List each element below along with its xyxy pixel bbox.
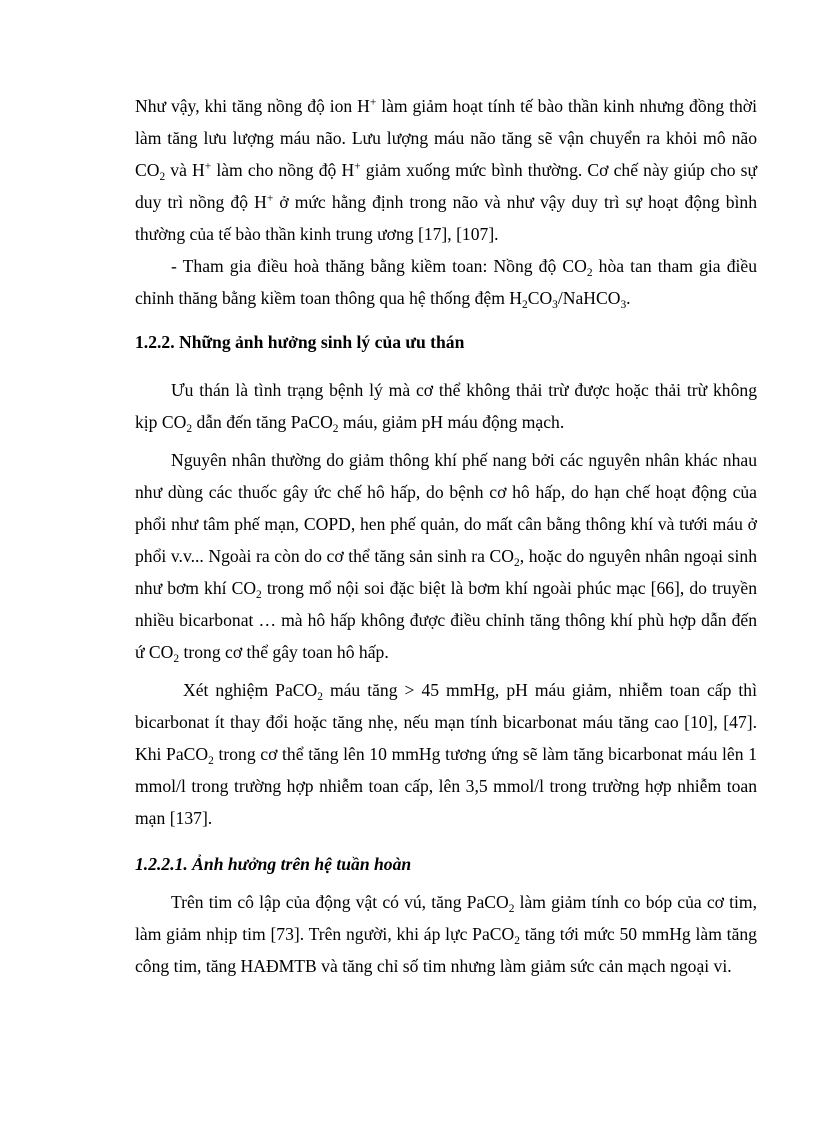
text-run: trong cơ thể gây toan hô hấp. bbox=[179, 642, 389, 662]
text-run: hòa tan tham gia điều chỉnh thăng bằng kiềm toan thông qua hệ thống đệm H bbox=[135, 256, 757, 308]
text-run: tăng tới mức 50 mmHg làm tăng công tim, tăng HAĐMTB và tăng chỉ số tim nhưng làm giảm sức cản mạch ngoại vi. bbox=[135, 924, 757, 976]
document-page bbox=[135, 90, 757, 982]
paragraph-hypercapnia-definition bbox=[135, 374, 757, 438]
text-run: - Tham gia điều hoà thăng bằng kiềm toan: Nồng độ CO bbox=[171, 256, 587, 276]
subscript: 2 bbox=[513, 557, 520, 569]
superscript: + bbox=[266, 192, 274, 205]
text-run: máu tăng > 45 mmHg, pH máu giảm, nhiễm toan cấp thì bicarbonat ít thay đổi hoặc tăng nhẹ, nếu mạn tính bicarbonat máu tăng cao [10], [47]. Khi PaCO bbox=[135, 680, 757, 764]
text-run: giảm xuống mức bình thường. Cơ chế này giúp cho sự duy trì nồng độ H bbox=[135, 160, 758, 212]
text-run: dẫn đến tăng PaCO bbox=[192, 412, 333, 432]
subscript: 2 bbox=[332, 423, 339, 435]
subscript: 3 bbox=[620, 299, 627, 311]
subscript: 2 bbox=[256, 589, 262, 601]
paragraph-causes bbox=[135, 444, 757, 668]
superscript: + bbox=[369, 96, 377, 109]
subscript: 2 bbox=[159, 171, 166, 183]
text-run: Nguyên nhân thường do giảm thông khí phế nang bởi các nguyên nhân khác nhau như dùng các thuốc gây ức chế hô hấp, do bệnh cơ hô hấp, do hạn chế hoạt động của phổi như tâm phế mạn, COPD, hen phế quản, do mất cân bằng thông khí và tưới máu ở phổi v.v... Ngoài ra còn do cơ thể tăng sản sinh ra CO bbox=[135, 450, 757, 566]
text-run: Xét nghiệm PaCO bbox=[183, 680, 318, 700]
subsection-heading: 1.2.2.1. Ảnh hưởng trên hệ tuần hoàn bbox=[135, 854, 412, 874]
text-run: /NaHCO bbox=[557, 288, 621, 308]
text-run: , hoặc do nguyên nhân ngoại sinh như bơm khí CO bbox=[135, 546, 757, 598]
text-run: trong cơ thể tăng lên 10 mmHg tương ứng sẽ làm tăng bicarbonat máu lên 1 mmol/l trong trường hợp nhiễm toan cấp, lên 3,5 mmol/l trong trường hợp nhiễm toan mạn [137]. bbox=[135, 744, 757, 828]
subscript: 2 bbox=[186, 423, 193, 435]
text-run: Như vậy, khi tăng nồng độ ion H bbox=[135, 96, 370, 116]
text-run: làm giảm hoạt tính tế bào thần kinh nhưng đồng thời làm tăng lưu lượng máu não. Lưu lượng máu não tăng sẽ vận chuyển ra khỏi mô não CO bbox=[135, 96, 757, 180]
subscript: 2 bbox=[173, 653, 180, 665]
text-run: và H bbox=[165, 160, 205, 180]
subscript: 2 bbox=[514, 935, 520, 947]
text-run: CO bbox=[527, 288, 553, 308]
superscript: + bbox=[204, 160, 212, 173]
text-run: trong mổ nội soi đặc biệt là bơm khí ngoài phúc mạc [66], do truyền nhiều bicarbonat … mà hô hấp không được điều chỉnh tăng thông khí phù hợp dẫn đến ứ CO bbox=[135, 578, 757, 662]
subscript: 2 bbox=[522, 299, 528, 311]
subscript: 2 bbox=[508, 903, 515, 915]
text-run: làm cho nồng độ H bbox=[211, 160, 355, 180]
paragraph-lab-tests bbox=[135, 674, 757, 834]
subscript: 2 bbox=[586, 267, 593, 279]
text-run: . bbox=[626, 288, 631, 308]
section-heading: 1.2.2. Những ảnh hưởng sinh lý của ưu thán bbox=[135, 332, 465, 352]
paragraph-circulatory-effects bbox=[135, 886, 757, 982]
subscript: 2 bbox=[317, 691, 323, 703]
text-run: làm giảm tính co bóp của cơ tim, làm giảm nhịp tim [73]. Trên người, khi áp lực PaCO bbox=[135, 892, 757, 944]
text-run: ở mức hằng định trong não và như vậy duy trì sự hoạt động bình thường của tế bào thần kinh trung ương [17], [107]. bbox=[135, 192, 758, 244]
paragraph-h-ion-effects bbox=[135, 90, 757, 250]
text-run: máu, giảm pH máu động mạch. bbox=[338, 412, 565, 432]
subscript: 2 bbox=[208, 755, 214, 767]
text-run: Trên tim cô lập của động vật có vú, tăng PaCO bbox=[171, 892, 509, 912]
text-run: Ưu thán là tình trạng bệnh lý mà cơ thể không thải trừ được hoặc thải trừ không kịp CO bbox=[135, 380, 757, 432]
superscript: + bbox=[354, 160, 361, 173]
subscript: 3 bbox=[552, 299, 558, 311]
paragraph-acid-base bbox=[135, 250, 757, 314]
